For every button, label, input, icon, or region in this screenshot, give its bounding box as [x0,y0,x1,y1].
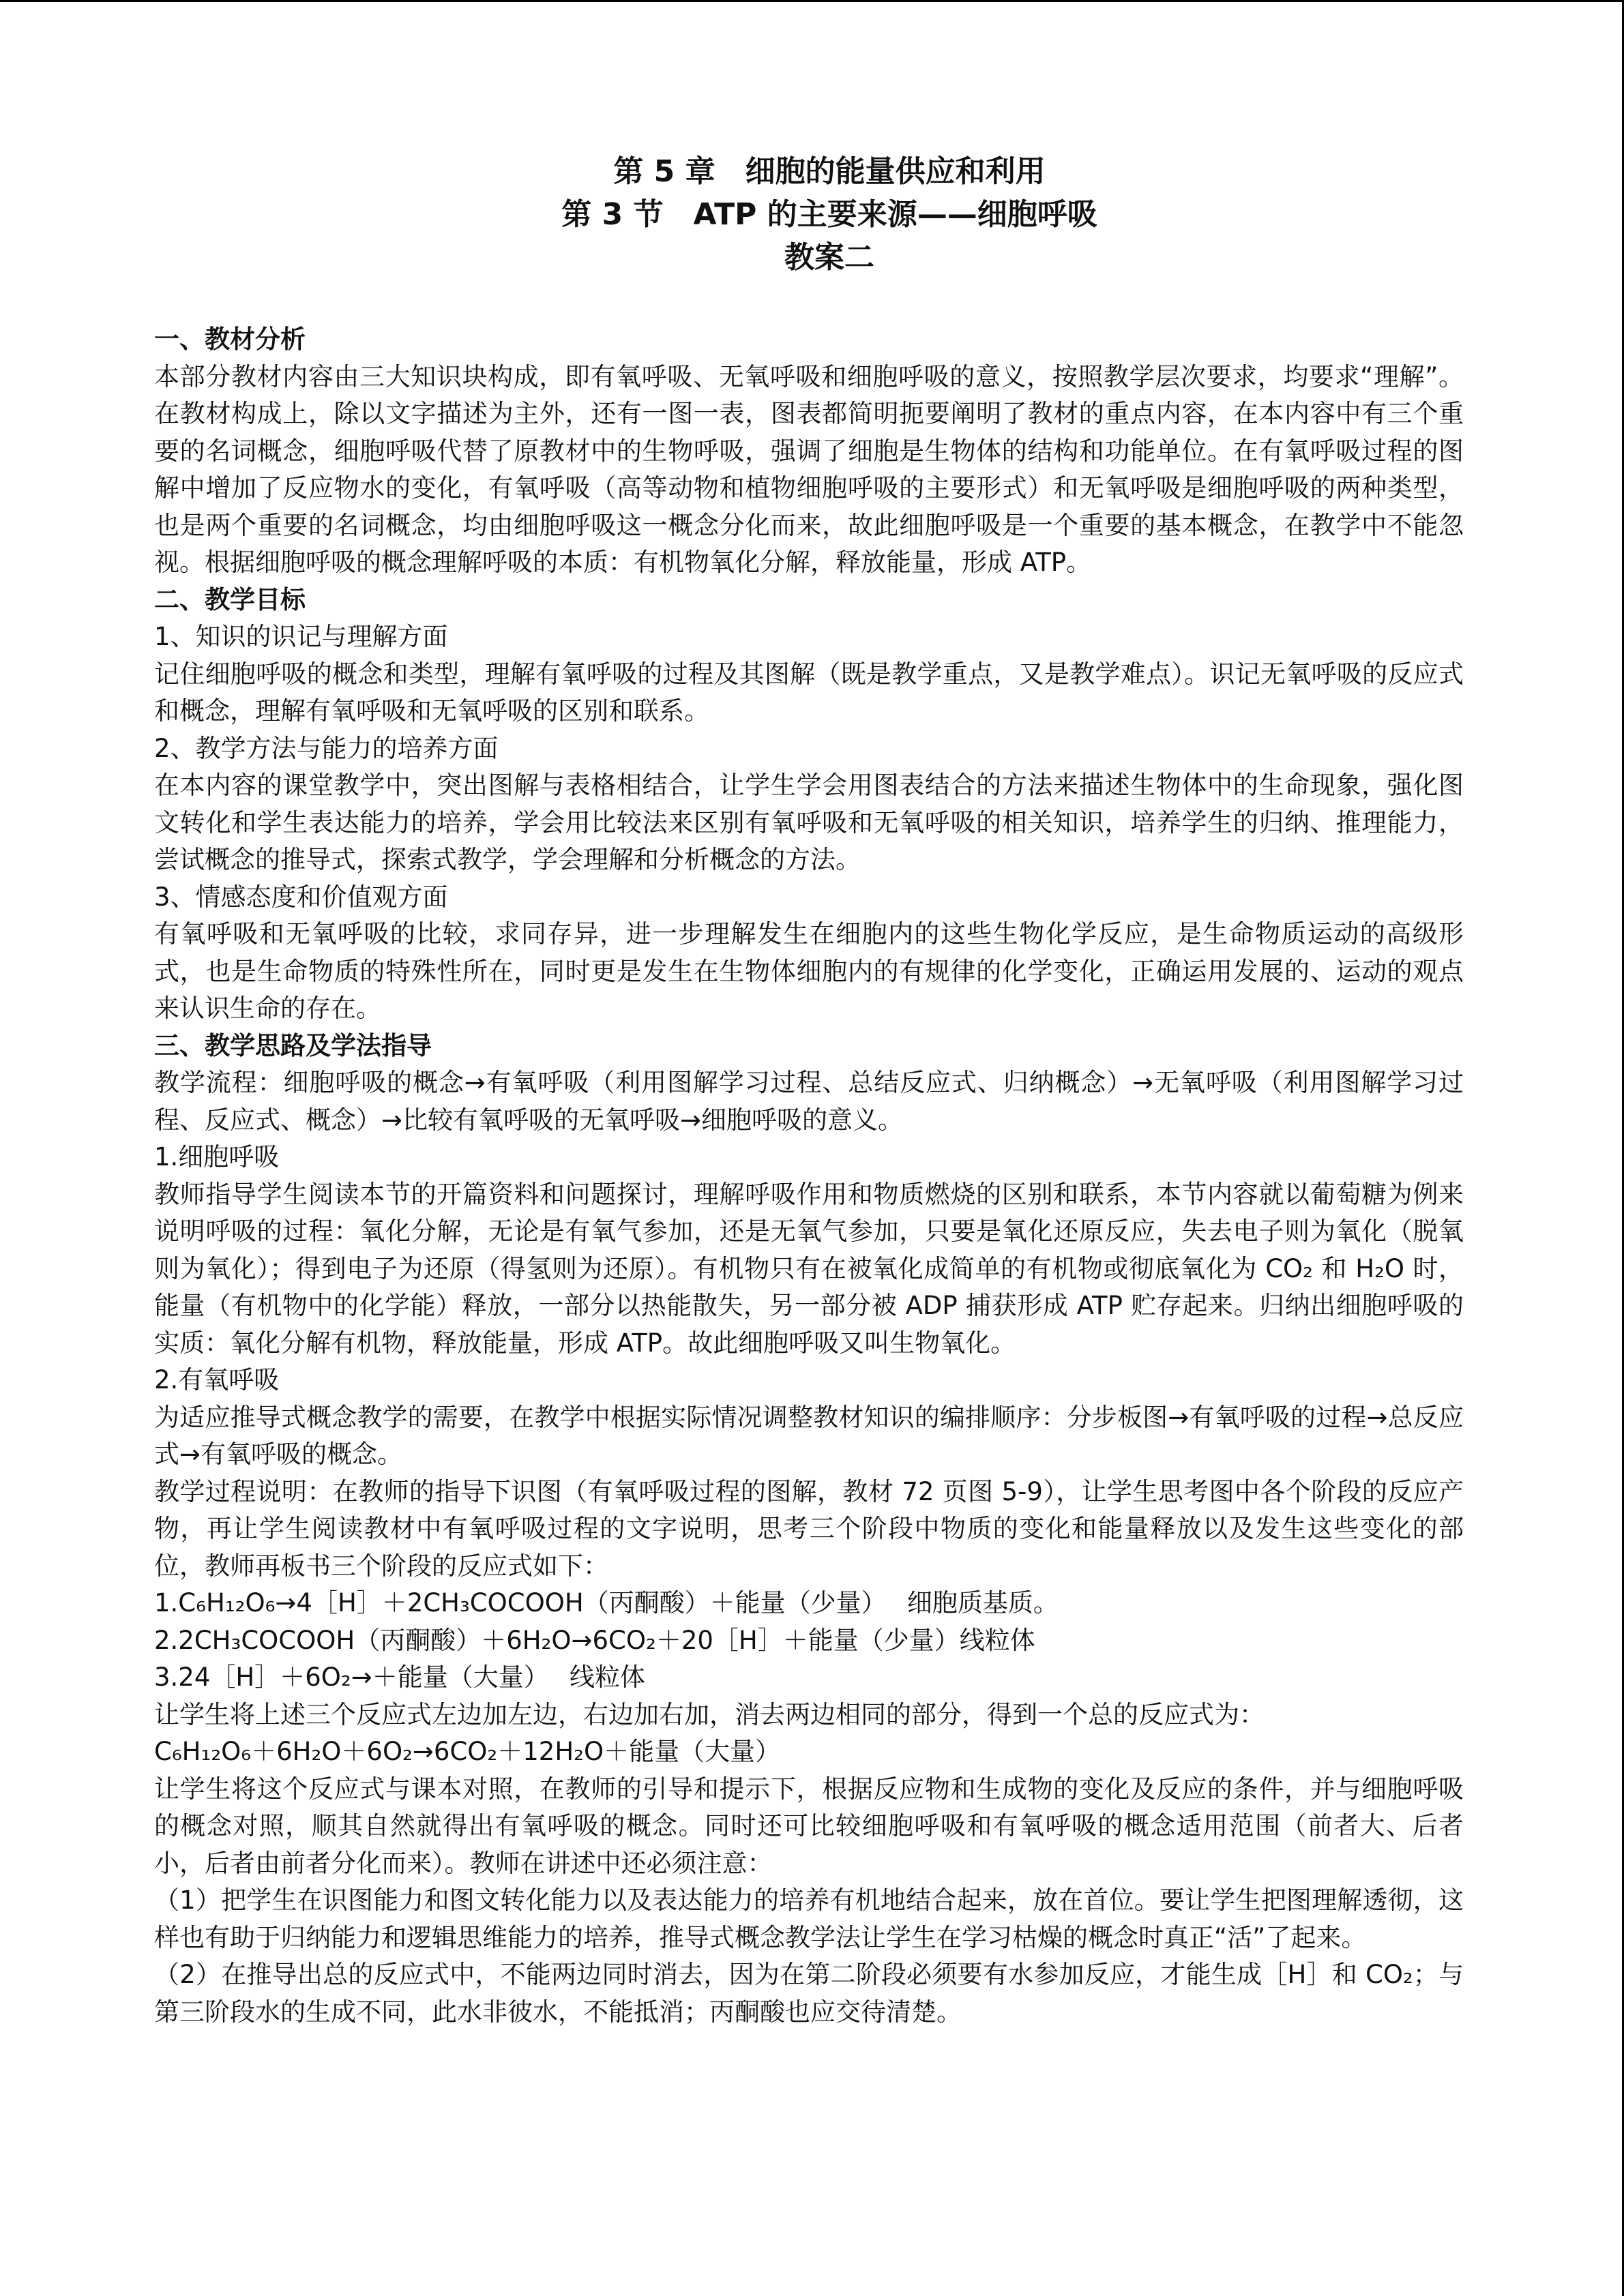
subheading-values: 3、情感态度和价值观方面 [154,882,448,912]
subheading-aerobic-respiration: 2.有氧呼吸 [154,1365,280,1395]
chapter-title: 第 5 章 细胞的能量供应和利用 [613,154,1046,189]
note-item-1: （1）把学生在识图能力和图文转化能力以及表达能力的培养有机地结合起来，放在首位。要让学生把图理解透彻，这样也有助于归纳能力和逻辑思维能力的培养，推导式概念教学法让学生在学习枯燥的概念时真正“活”了起来。 [154,1885,1464,1952]
equation-stage-2: 2.2CH₃COCOOH（丙酮酸）＋6H₂O→6CO₂＋20［H］＋能量（少量）线粒体 [154,1625,1035,1655]
paragraph-values: 有氧呼吸和无氧呼吸的比较，求同存异，进一步理解发生在细胞内的这些生物化学反应，是生命物质运动的高级形式，也是生命物质的特殊性所在，同时更是发生在生物体细胞内的有规律的化学变化，正确运用发展的、运动的观点来认识生命的存在。 [154,919,1464,1023]
paragraph-textbook-analysis: 本部分教材内容由三大知识块构成，即有氧呼吸、无氧呼吸和细胞呼吸的意义，按照教学层次要求，均要求“理解”。在教材构成上，除以文字描述为主外，还有一图一表，图表都简明扼要阐明了教材的重点内容，在本内容中有三个重要的名词概念，细胞呼吸代替了原教材中的生物呼吸，强调了细胞是生物体的结构和功能单位。在有氧呼吸过程的图解中增加了反应物水的变化，有氧呼吸（高等动物和植物细胞呼吸的主要形式）和无氧呼吸是细胞呼吸的两种类型，也是两个重要的名词概念，均由细胞呼吸这一概念分化而来，故此细胞呼吸是一个重要的基本概念，在教学中不能忽视。根据细胞呼吸的概念理解呼吸的本质：有机物氧化分解，释放能量，形成 ATP。 [154,361,1464,577]
subheading-cell-respiration: 1.细胞呼吸 [154,1142,280,1172]
lesson-plan-title: 教案二 [784,240,874,275]
note-item-2: （2）在推导出总的反应式中，不能两边同时消去，因为在第二阶段必须要有水参加反应，才能生成［H］和 CO₂；与第三阶段水的生成不同，此水非彼水，不能抵消；丙酮酸也应交待清楚。 [154,1960,1464,2027]
section-title: 第 3 节 ATP 的主要来源——细胞呼吸 [561,197,1097,232]
paragraph-process-explanation: 教学过程说明：在教师的指导下识图（有氧呼吸过程的图解，教材 72 页图 5-9），让学生思考图中各个阶段的反应产物，再让学生阅读教材中有氧呼吸过程的文字说明，思考三个阶段中物质的变化和能量释放以及发生这些变化的部位，教师再板书三个阶段的反应式如下： [154,1476,1464,1581]
page-border-top [0,0,1624,2]
paragraph-comparison: 让学生将这个反应式与课本对照，在教师的引导和提示下，根据反应物和生成物的变化及反应的条件，并与细胞呼吸的概念对照，顺其自然就得出有氧呼吸的概念。同时还可比较细胞呼吸和有氧呼吸的概念适用范围（前者大、后者小，后者由前者分化而来）。教师在讲述中还必须注意： [154,1774,1464,1878]
paragraph-aerobic-order: 为适应推导式概念教学的需要，在教学中根据实际情况调整教材知识的编排顺序：分步板图→有氧呼吸的过程→总反应式→有氧呼吸的概念。 [154,1402,1464,1469]
equation-stage-3: 3.24［H］＋6O₂→＋能量（大量） 线粒体 [154,1663,645,1692]
paragraph-knowledge: 记住细胞呼吸的概念和类型，理解有氧呼吸的过程及其图解（既是教学重点，又是教学难点）。识记无氧呼吸的反应式和概念，理解有氧呼吸和无氧呼吸的区别和联系。 [154,659,1464,726]
document-page [154,150,1464,2031]
heading-teaching-goals: 二、教学目标 [154,584,306,614]
paragraph-teaching-flow: 教学流程：细胞呼吸的概念→有氧呼吸（利用图解学习过程、总结反应式、归纳概念）→无氧呼吸（利用图解学习过程、反应式、概念）→比较有氧呼吸的无氧呼吸→细胞呼吸的意义。 [154,1068,1464,1135]
equation-total: C₆H₁₂O₆＋6H₂O＋6O₂→6CO₂＋12H₂O＋能量（大量） [154,1737,781,1766]
heading-textbook-analysis: 一、教材分析 [154,325,306,354]
subheading-methods: 2、教学方法与能力的培养方面 [154,733,499,763]
paragraph-sum-instructions: 让学生将上述三个反应式左边加左边，右边加右加，消去两边相同的部分，得到一个总的反应式为： [154,1699,1265,1729]
subheading-knowledge: 1、知识的识记与理解方面 [154,622,448,651]
document-body [154,321,1464,2031]
title-block [154,150,1464,279]
equation-stage-1: 1.C₆H₁₂O₆→4［H］＋2CH₃COCOOH（丙酮酸）＋能量（少量） 细胞质基质。 [154,1588,1059,1617]
heading-teaching-approach: 三、教学思路及学法指导 [154,1030,432,1060]
paragraph-methods: 在本内容的课堂教学中，突出图解与表格相结合，让学生学会用图表结合的方法来描述生物体中的生命现象，强化图文转化和学生表达能力的培养，学会用比较法来区别有氧呼吸和无氧呼吸的相关知识，培养学生的归纳、推理能力，尝试概念的推导式，探索式教学，学会理解和分析概念的方法。 [154,771,1464,874]
paragraph-cell-respiration: 教师指导学生阅读本节的开篇资料和问题探讨，理解呼吸作用和物质燃烧的区别和联系，本节内容就以葡萄糖为例来说明呼吸的过程：氧化分解，无论是有氧气参加，还是无氧气参加，只要是氧化还原反应，失去电子则为氧化（脱氧则为氧化）；得到电子为还原（得氢则为还原）。有机物只有在被氧化成简单的有机物或彻底氧化为 CO₂ 和 H₂O 时，能量（有机物中的化学能）释放，一部分以热能散失，另一部分被 ADP 捕获形成 ATP 贮存起来。归纳出细胞呼吸的实质：氧化分解有机物，释放能量，形成 ATP。故此细胞呼吸又叫生物氧化。 [154,1179,1464,1358]
